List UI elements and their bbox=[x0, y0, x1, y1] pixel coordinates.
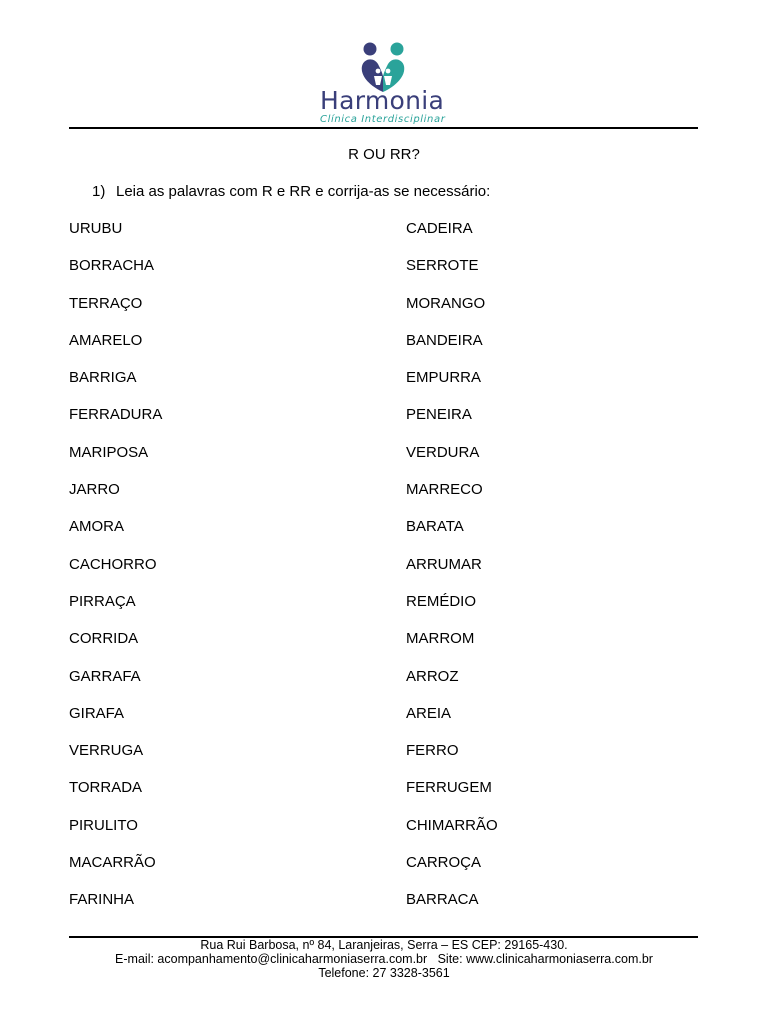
word-item: MARRECO bbox=[406, 481, 483, 499]
logo-subtitle: Clínica Interdisciplinar bbox=[320, 114, 446, 125]
word-item: AMARELO bbox=[69, 331, 143, 349]
logo-child-head-left bbox=[376, 69, 381, 74]
word-item: CORRIDA bbox=[69, 630, 139, 648]
word-item: GIRAFA bbox=[69, 704, 125, 722]
logo-head-left bbox=[364, 43, 377, 56]
word-item: VERRUGA bbox=[69, 742, 144, 760]
logo-wordmark: Harmonia bbox=[320, 86, 445, 115]
word-item: FERRADURA bbox=[69, 406, 163, 424]
word-item: SERROTE bbox=[406, 257, 479, 275]
word-list-right bbox=[406, 220, 498, 929]
word-item: PIRRAÇA bbox=[69, 592, 136, 610]
word-item: PIRULITO bbox=[69, 816, 138, 834]
footer bbox=[0, 938, 768, 980]
word-item: ARROZ bbox=[406, 667, 459, 685]
word-list-left bbox=[69, 220, 162, 929]
word-item: CARROÇA bbox=[406, 854, 482, 872]
word-item: BARRIGA bbox=[69, 369, 137, 387]
word-item: BARRACA bbox=[406, 891, 479, 909]
word-item: BANDEIRA bbox=[406, 331, 483, 349]
word-item: FERRO bbox=[406, 742, 459, 760]
word-item: PENEIRA bbox=[406, 406, 472, 424]
word-item: EMPURRA bbox=[406, 369, 482, 387]
word-item: CHIMARRÃO bbox=[406, 816, 498, 834]
word-item: TERRAÇO bbox=[69, 294, 143, 312]
word-item: MARIPOSA bbox=[69, 443, 149, 461]
word-item: FARINHA bbox=[69, 891, 135, 909]
word-item: MARROM bbox=[406, 630, 475, 648]
word-item: CACHORRO bbox=[69, 555, 157, 573]
word-item: URUBU bbox=[69, 220, 123, 237]
logo-head-right bbox=[391, 43, 404, 56]
word-item: AMORA bbox=[69, 518, 125, 536]
word-item: FERRUGEM bbox=[406, 779, 492, 797]
page-title: R OU RR? bbox=[348, 146, 420, 163]
word-item: MACARRÃO bbox=[69, 854, 156, 872]
word-item: CADEIRA bbox=[406, 220, 473, 237]
word-item: AREIA bbox=[406, 704, 452, 722]
word-item: JARRO bbox=[69, 481, 120, 499]
word-item: TORRADA bbox=[69, 779, 143, 797]
footer-address: Rua Rui Barbosa, nº 84, Laranjeiras, Serra – ES CEP: 29165-430. bbox=[200, 938, 568, 952]
instruction bbox=[92, 183, 490, 201]
footer-phone: Telefone: 27 3328-3561 bbox=[318, 966, 450, 980]
instruction-number: 1) bbox=[92, 183, 106, 200]
logo-child-head-right bbox=[386, 69, 391, 74]
footer-contact: E-mail: acompanhamento@clinicaharmoniaserra.com.br Site: www.clinicaharmoniaserra.com.br bbox=[115, 952, 653, 966]
word-item: BARATA bbox=[406, 518, 464, 536]
word-item: REMÉDIO bbox=[406, 592, 477, 610]
word-item: GARRAFA bbox=[69, 667, 141, 685]
word-item: ARRUMAR bbox=[406, 555, 482, 573]
word-item: BORRACHA bbox=[69, 257, 155, 275]
instruction-text: Leia as palavras com R e RR e corrija-as se necessário: bbox=[116, 183, 491, 200]
header-divider bbox=[69, 127, 698, 129]
word-item: VERDURA bbox=[406, 443, 480, 461]
word-item: MORANGO bbox=[406, 294, 486, 312]
